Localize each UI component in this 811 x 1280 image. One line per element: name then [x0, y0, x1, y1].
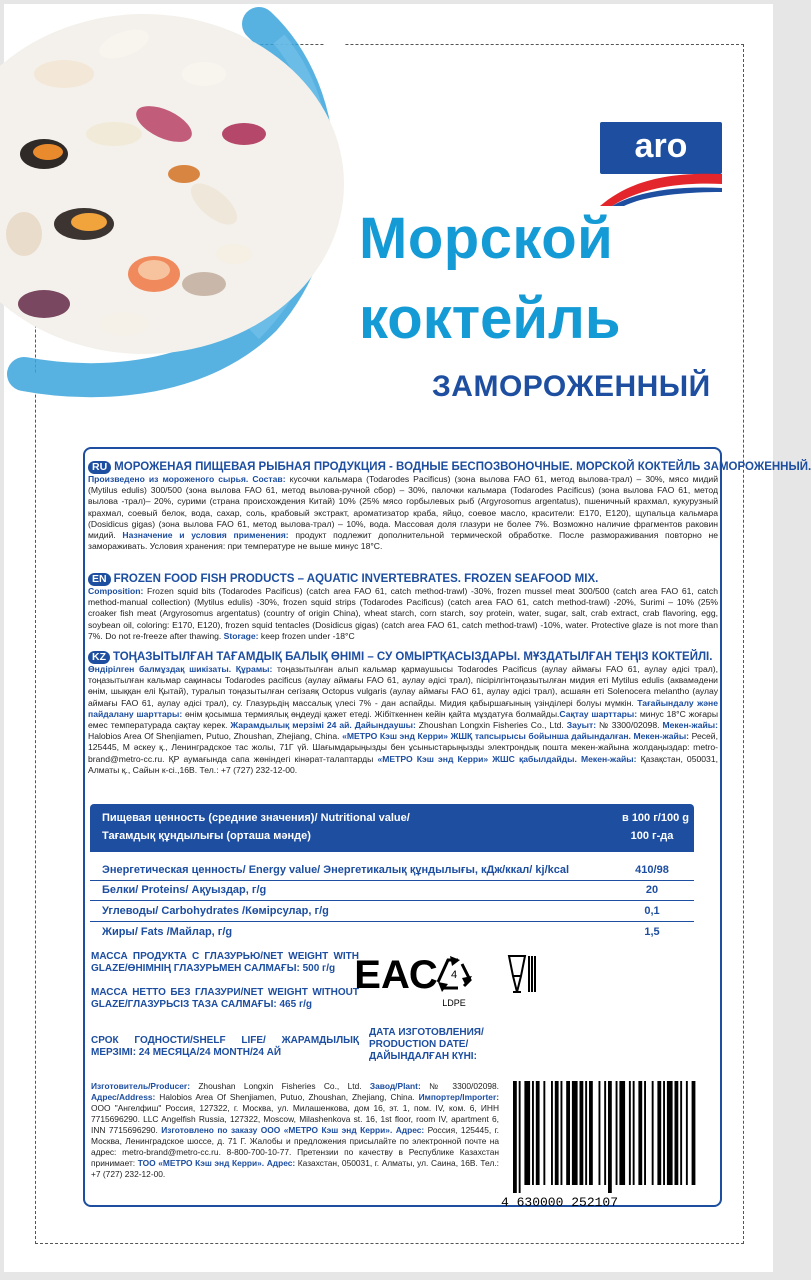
barcode: [501, 1081, 701, 1211]
barcode-bar: [652, 1081, 654, 1185]
barcode-bar: [619, 1081, 625, 1185]
nutrition-row-proteins: [102, 884, 682, 896]
nutrition-label: Энергетическая ценность/ Energy value/ Энергетикалық құндылығы, кДж/ккал/ kj/kcal: [102, 864, 570, 876]
nutrition-row-fats: [102, 926, 682, 938]
recycle-label: LDPE: [442, 998, 466, 1008]
logo-swoosh-icon: [600, 166, 722, 206]
ru-heading-text: МОРОЖЕНАЯ ПИЩЕВАЯ РЫБНАЯ ПРОДУКЦИЯ - ВОДНЫЕ БЕСПОЗВОНОЧНЫЕ. МОРСКОЙ КОКТЕЙЛЬ ЗАМОРОЖЕННЫЙ.: [114, 461, 811, 473]
barcode-bar: [532, 1081, 534, 1185]
brand-logo: [600, 122, 722, 202]
kz-heading: [88, 650, 718, 664]
kz-badge: KZ: [88, 651, 110, 664]
barcode-bar: [543, 1081, 545, 1185]
ru-text: [88, 474, 718, 552]
barcode-bar: [555, 1081, 559, 1185]
barcode-bar: [629, 1081, 631, 1185]
plant-number: № 3300/02098.: [420, 1081, 499, 1091]
barcode-bar: [675, 1081, 679, 1185]
importer-label: Импортер/Importer:: [418, 1092, 499, 1102]
order-label: Изготовлено по заказу ООО «МЕТРО Кэш энд Керри». Адрес:: [161, 1125, 425, 1135]
barcode-bar: [616, 1081, 618, 1185]
kz-addr: Halobios Area Of Shenjiamen, Putuo, Zhoushan, Zhejiang, China.: [88, 731, 343, 742]
order-text: Россия, 125445, г. Москва, Ленинградское шоссе, д. 71 Г. Жалобы и предложения присылайте по электронной почте на адрес: metro-brand@metro-cc.ru. 8-800-700-10-77. Претензии по качеству в Республике Казахстан принимает:: [91, 1125, 499, 1168]
barcode-bar: [561, 1081, 563, 1185]
barcode-bar: [657, 1081, 661, 1185]
kz-best-label: Жарамдылық мерзімі 24 ай. Дайындаушы:: [230, 720, 416, 731]
producer-label: Изготовитель/Producer:: [91, 1081, 190, 1091]
logo-text: aro: [634, 127, 688, 165]
importer-text: ООО "Ангелфиш" Россия, 127322, г. Москва, ул. Милашенкова, дом 16, эт. 1, пом. IV, ком. 6, ИНН 7715696290. LLC Angelfish Russia, 127322, Moscow, Milashenkova st. 16, 1st floor, room IV, apartment 6, INN 7715696290.: [91, 1103, 499, 1135]
nutrition-per2: 100 г-да: [630, 830, 674, 842]
barcode-bar: [536, 1081, 540, 1185]
ru-use: продукт подлежит дополнительной термической обработке. После размораживания повторно не замораживать. Условия хранения: при температуре не выше минус 18°С.: [88, 530, 718, 552]
seafood-photo: [4, 4, 344, 394]
barcode-bar: [604, 1081, 606, 1185]
nutrition-label: Углеводы/ Carbohydrates /Көмірсулар, г/g: [102, 905, 329, 917]
barcode-bar: [589, 1081, 593, 1185]
nutrition-value: 1,5: [644, 926, 660, 938]
kz-use: өнім қосымша термиялық өңдеуді қажет етеді. Жібіткеннен кейін қайта мұздатуға болмайды.: [182, 708, 560, 719]
product-label: [4, 4, 811, 1272]
kz-use-label: Тағайындалу және пайдалану шарттары:: [88, 697, 719, 719]
kz-lead: Өндірілген балмұздақ шикізаты. Құрамы:: [88, 664, 273, 674]
nutrition-divider: [90, 880, 694, 881]
en-storage-label: Storage:: [223, 630, 259, 641]
kz-maker: Zhoushan Longxin Fisheries Co., Ltd.: [415, 720, 567, 731]
ru-lead: Произведено из мороженого сырья. Состав:: [88, 474, 286, 484]
ru-section: [88, 460, 811, 552]
kz-plant: № 3300/02098.: [596, 720, 663, 731]
en-text: [88, 586, 718, 642]
mass-with-glaze: МАССА ПРОДУКТА С ГЛАЗУРЬЮ/NET WEIGHT WITH GLAZE/ӨНІМНІҢ ГЛАЗУРЬМЕН САЛМАҒЫ: 500 г/g: [91, 951, 359, 974]
en-lead: Composition:: [88, 586, 144, 596]
kz-import-label: «МЕТРО Кэш энд Керри» ЖШС қабылдайды. Мекен-жайы:: [377, 753, 637, 764]
barcode-bar: [551, 1081, 553, 1185]
producer-info: [91, 1081, 499, 1180]
food-safe-icon: [509, 956, 535, 992]
kz-addr-label: Мекен-жайы:: [662, 720, 718, 731]
product-subtitle: ЗАМОРОЖЕННЫЙ: [432, 370, 711, 403]
barcode-bar: [692, 1081, 696, 1185]
recycle-number: 4: [450, 969, 458, 981]
address-label: Адрес/Address:: [91, 1092, 156, 1102]
ru-badge: RU: [88, 461, 111, 474]
kz-plant-label: Зауыт:: [566, 720, 597, 731]
kz-shelf-label: Сақтау шарттары:: [559, 708, 638, 719]
barcode-bar: [580, 1081, 584, 1185]
nutrition-label: Жиры/ Fats /Майлар, г/g: [102, 926, 233, 938]
barcode-bar: [638, 1081, 642, 1185]
producer-name: Zhoushan Longxin Fisheries Co., Ltd.: [189, 1081, 370, 1091]
nutrition-value: 0,1: [644, 905, 660, 917]
nutrition-label: Белки/ Proteins/ Ақуыздар, г/g: [102, 884, 267, 896]
kz-order: Ресей, 125445, М әскеу қ., Ленинградское тас жолы, 71Г үй. Шағымдарыңызды бен ұсыныстарыңызды электрондық пошта мекен-жайына жолдаңыздар: metro-brand@metro-cc.ru. ҚР аумағында сапа жөніндегі кінәрат-талаптарды: [88, 731, 718, 764]
barcode-bar: [572, 1081, 578, 1185]
en-storage: keep frozen under -18°С: [258, 630, 355, 641]
en-badge: EN: [88, 573, 111, 586]
barcode-bar: [599, 1081, 601, 1185]
kz-heading-text: ТОҢАЗЫТЫЛҒАН ТАҒАМДЫҚ БАЛЫҚ ӨНІМІ – СУ ОМЫРТҚАСЫЗДАРЫ. МҰЗДАТЫЛҒАН ТЕҢІЗ КОКТЕЙЛІ.: [113, 651, 713, 663]
certification-icons: [354, 946, 539, 1016]
en-section: [88, 572, 718, 642]
en-heading-text: FROZEN FOOD FISH PRODUCTS – AQUATIC INVERTEBRATES. FROZEN SEAFOOD MIX.: [113, 573, 599, 585]
nutrition-divider: [90, 900, 694, 901]
address-text: Halobios Area Of Shenjiamen, Putuo, Zhoushan, Zhejiang, China.: [155, 1092, 419, 1102]
kz-body: тоңазытылған алып кальмар қармаушысы Todarodes Pacificus (аулау аймағы FAO 61, аулау әдісі трал), тоңазытылған кальмар сақинасы Todarodes pacificus (аулау аймағы FAO 61, аулау әдісі трал), пісірілгінтоңазытылған мидия еті Mytilus edulis (аквамәдени өнім, шыққан елі Қытай), туралып тоңазытылған сегізаяқ Octopus vulgaris (аулау аймағы FAO 61, аулау әдісі трал), асшаян еті Solenocera melantho (аулау аймағы FAO 61, аулау әдісі трал), су. Глазурьдің массалық үлесі 7% - дан аспайды. Мидия қабыршағының үзінділері болуы мүмкін.: [88, 664, 719, 708]
barcode-bars-icon: [501, 1081, 701, 1193]
mass-net: МАССА НЕТТО БЕЗ ГЛАЗУРИ/NET WEIGHT WITHOUT GLAZE/ГЛАЗУРЬСІЗ ТАЗА САЛМАҒЫ: 465 г/g: [91, 987, 359, 1010]
nutrition-header2: Тағамдық құндылығы (орташа мәнде): [102, 830, 311, 842]
ru-heading: [88, 460, 811, 474]
kz-import: Қазақстан, 050031, Алматы қ., Сайын к-сі.,16В. Тел.: +7 (727) 232-12-00.: [88, 753, 718, 775]
en-heading: [88, 572, 718, 586]
barcode-bar: [680, 1081, 682, 1185]
nutrition-value: 410/98: [635, 864, 669, 876]
nutrition-value: 20: [645, 884, 659, 896]
kz-importer-text: Казахстан, 050031, г. Алматы, ул. Саина, 16В. Тел.: +7 (727) 232-12-00.: [91, 1158, 499, 1179]
plant-label: Завод/Plant:: [369, 1081, 421, 1091]
barcode-bar: [633, 1081, 635, 1185]
eac-text: ЕАС: [354, 953, 438, 997]
kz-order-label: «МЕТРО Кэш энд Керри» ЖШҚ тапсырысы бойынша дайындалған. Мекен-жайы:: [342, 731, 690, 742]
kz-text: [88, 664, 718, 776]
barcode-bar: [667, 1081, 673, 1185]
barcode-bar: [686, 1081, 688, 1185]
product-title-line1: Морской: [359, 206, 614, 271]
nutrition-header1: Пищевая ценность (средние значения)/ Nutritional value/: [102, 812, 410, 824]
barcode-bar: [519, 1081, 521, 1193]
nutrition-row-carbs: [102, 905, 682, 917]
nutrition-per1: в 100 г/100 g: [622, 812, 689, 824]
kz-section: [88, 650, 718, 776]
barcode-bar: [524, 1081, 530, 1185]
production-date-label: ДАТА ИЗГОТОВЛЕНИЯ/ PRODUCTION DATE/ ДАЙЫНДАЛҒАН КҮНІ:: [369, 1027, 484, 1062]
barcode-bar: [585, 1081, 587, 1185]
barcode-bar: [644, 1081, 646, 1185]
nutrition-table: [90, 804, 694, 944]
nutrition-header-row1: [102, 812, 689, 824]
barcode-bar: [608, 1081, 612, 1193]
barcode-digits: 4 630000 252107: [501, 1195, 619, 1210]
ru-use-label: Назначение и условия применения:: [122, 530, 289, 541]
nutrition-row-energy: [102, 864, 682, 876]
nutrition-header-row2: [102, 830, 682, 842]
kz-importer-label: ТОО «МЕТРО Кэш энд Керри». Адрес:: [137, 1158, 296, 1168]
nutrition-divider: [90, 921, 694, 922]
ru-body: кусочки кальмара (Todarodes Pacificus) (зона вылова FAO 61, метод вылова-трал) – 30%, мясо мидий (Mytilus edulis) 300/500 (зона вылова FAO 61, метод вылова-ручной сбор) – 30%, палочки кальмара (Todarodes Pacificus) (зона вылова FAO 61, метод вылова -трал)– 20%, сурими (страна происхождения Китай) 10% (25% мясо горбылевых рыб (Argyrosomus argentatus), пшеничный крахмал, кукурузный крахмал, соевый белок, вода, сахар, соль, крабовый экстракт, ароматизатор краба, яйцо, соевое масло, красители: E170, E120), щупальца кальмара (Dosidicus gigas) (зона вылова FAO 61, метод вылова-трал) – 10%, вода. Массовая доля глазури не более 7%. Возможно наличие фрагментов раковин мидий.: [88, 474, 718, 541]
shelf-life: СРОК ГОДНОСТИ/SHELF LIFE/ ЖАРАМДЫЛЫҚ МЕРЗІМІ: 24 МЕСЯЦА/24 MONTH/24 АЙ: [91, 1035, 359, 1058]
barcode-bar: [566, 1081, 570, 1185]
barcode-bar: [513, 1081, 517, 1193]
en-body: Frozen squid bits (Todarodes Pacificus) (catch area FAO 61, catch method-trawl) -30%, frozen mussel meat 300/500 (catch area FAO 61, catch method-manual collection) (Mytilus edulis) -30%, frozen squid strips (Todarodes Pacificus) (catch area FAO 61, catch method-trawl) -20%, Surimi – 10% (25% croaker fish meat (Argyrosomus argentatus) (country of origin China), wheat starch, corn starch, soy protein, water, sugar, salt, crab extract, crab flavoring, egg, soybean oil, coloring: E170, E120), frozen squid tentacles (Dosidicus gigas) (catch area FAO 61, catch method-trawl) -10%, water. Protective glaze is not more than 7%. Do not re-freeze after thawing.: [88, 586, 718, 641]
kz-shelf: минус 18°С жоғары емес температурада сақтау керек.: [88, 708, 718, 731]
barcode-bar: [663, 1081, 665, 1185]
product-title-line2: коктейль: [359, 286, 621, 351]
recycle-icon: [438, 956, 472, 1008]
eac-mark-icon: [354, 952, 437, 997]
